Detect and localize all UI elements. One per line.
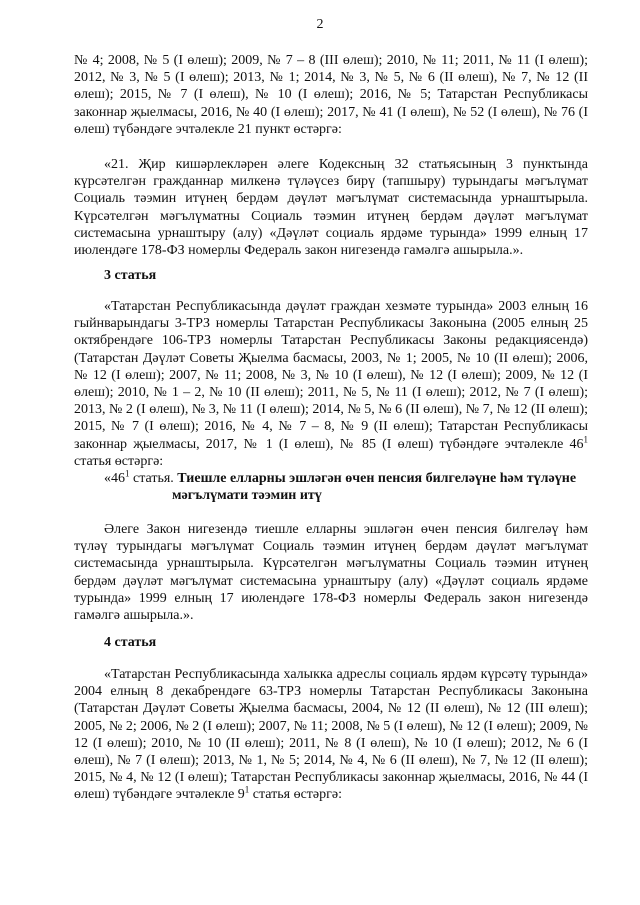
article-4-heading: 4 статья [104,635,157,650]
paragraph-amendment-list: № 4; 2008, № 5 (I өлеш); 2009, № 7 – 8 (III өлеш); 2010, № 11; 2011, № 11 (I өлеш); 2012, № 3, № 5 (I өлеш); 2013, № 1; 2014, № 3, № 5, № 6 (II өлеш), № 7, № 12 (II өлеш); 2015, № 7 (I өлеш), № 10 (I өлеш); 2016, № 5; Татарстан Республикасы законнар җыелмасы, 2016, № 40 (I өлеш); 2017, № 41 (I өлеш), № 52 (I өлеш), № 76 (I өлеш) түбәндәге эчтәлекле 21 пункт өстәргә: [74,53,588,137]
paragraph-point-21: «21. Җир кишәрлекләрен әлеге Кодексның 32 статьясының 3 пунктында күрсәтелгән гражданнар милкенә түләүсез бирү (тапшыру) турындагы мәгълүмат Социаль тәэмин итүнең бердәм дәүләт мәгълүмат системасында урнаштырыла. Күрсәтелгән мәгълүматны Социаль тәэмин итүнең бердәм дәүләт мәгълүмат системасына урнаштыру (алу) «Дәүләт социаль ярдәме турында» 1999 елның 17 июлендәге 178-ФЗ номерлы Федераль закон нигезендә гамәлгә ашырыла.». [74,157,588,259]
article-3-heading: 3 статья [104,268,157,283]
paragraph-article-4-intro: «Татарстан Республикасында халыкка адреслы социаль ярдәм күрсәтү турында» 2004 елның 8 декабрендәге 63-ТРЗ номерлы Татарстан Республикасы Законына (Татарстан Дәүләт Советы Җыелма басмасы, 2004, № 12 (II өлеш), № 12 (III өлеш); 2005, № 2; 2006, № 2 (I өлеш); 2007, № 11; 2008, № 5 (I өлеш), № 12 (I өлеш); 2009, № 12 (I өлеш); 2010, № 10 (II өлеш); 2011, № 8 (I өлеш), № 10 (I өлеш); 2012, № 6 (I өлеш), № 7 (I өлеш); 2013, № 1, № 5; 2014, № 4, № 6 (II өлеш), № 7, № 12 (II өлеш); 2015, № 4, № 12 (I өлеш); Татарстан Республикасы законнар җыелмасы, 2016, № 44 (I өлеш) түбәндәге эчтәлекле $9^1$ статья өстәргә: [74,667,588,803]
article-46-1-title: «$46^1$ статья. Тиешле елларны эшләгән өчен пенсия билгеләүне һәм түләүне мәгълүмати тәэмин итү [104,468,577,504]
paragraph-article-46-1-body: Әлеге Закон нигезендә тиешле елларны эшләгән өчен пенсия билгеләү һәм түләү турындагы мәгълүмат Социаль тәэмин итүнең бердәм дәүләт мәгълүмат системасында урнаштырыла. Күрсәтелгән мәгълүматны Социаль тәэмин итүнең бердәм дәүләт мәгълүмат системасына урнаштыру (алу) «Дәүләт социаль ярдәме турында» 1999 елның 17 июлендәге 178-ФЗ номерлы Федераль закон нигезендә гамәлгә ашырыла.». [74,522,588,624]
paragraph-article-3-intro: «Татарстан Республикасында дәүләт граждан хезмәте турында» 2003 елның 16 гыйнварындагы 3-ТРЗ номерлы Татарстан Республикасы Законына (2005 елның 25 октябрендәге 106-ТРЗ номерлы Татарстан Республикасы Законы редакциясендә) (Татарстан Дәүләт Советы Җыелма басмасы, 2003, № 1; 2005, № 10 (II өлеш); 2006, № 12 (I өлеш); 2007, № 11; 2008, № 3, № 10 (I өлеш), № 12 (I өлеш); 2009, № 12 (I өлеш); 2010, № 1 – 2, № 10 (II өлеш); 2011, № 5, № 11 (I өлеш); 2012, № 7 (I өлеш); 2013, № 2 (I өлеш), № 3, № 11 (I өлеш); 2014, № 5, № 6 (II өлеш), № 7, № 12 (II өлеш); 2015, № 7 (I өлеш); 2016, № 4, № 7 – 8, № 9 (II өлеш); Татарстан Республикасы законнар җыелмасы, 2017, № 1 (I өлеш), № 85 (I өлеш) түбәндәге эчтәлекле $46^1$ статья өстәргә: [74,299,588,469]
page-number: 2 [316,17,324,32]
